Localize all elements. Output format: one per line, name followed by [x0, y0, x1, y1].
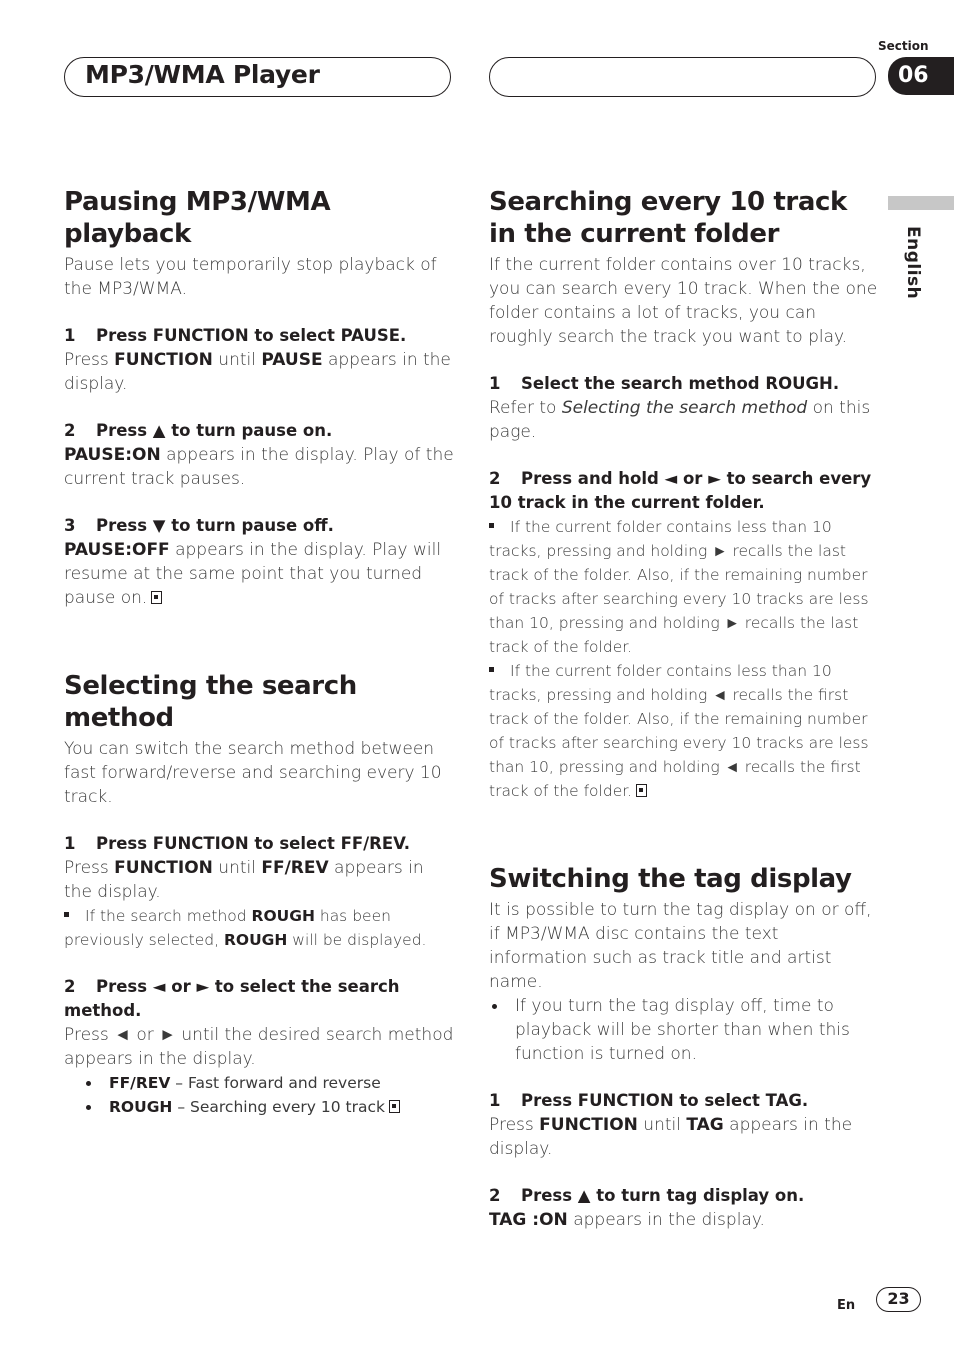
page-number: 23: [876, 1287, 921, 1312]
step-number: 2: [489, 469, 501, 488]
pausing-intro: Pause lets you temporarily stop playback of the MP3/WMA.: [64, 255, 437, 299]
searching-step-1: [489, 372, 879, 396]
bold-text: ROUGH: [223, 931, 288, 949]
searching-intro: If the current folder contains over 10 tracks, you can search every 10 track. When the one folder contains a lot of tracks, you can roughly search the track you want to play.: [489, 255, 878, 347]
step-title: Press ◄ or ► to select the search method.: [64, 977, 400, 1020]
language-tab: [888, 196, 954, 210]
text: Press: [64, 350, 115, 370]
searching-note-1: [489, 515, 879, 659]
tag-bullets: [489, 994, 879, 1066]
bold-text: FF/REV: [109, 1074, 171, 1092]
step-title: Press FUNCTION to select PAUSE.: [96, 326, 407, 345]
list-item: [64, 1071, 454, 1095]
selecting-note: [64, 904, 454, 952]
searching-step-2: [489, 467, 879, 515]
search-method-options: [64, 1071, 454, 1119]
text: appears in the display.: [64, 858, 424, 902]
text: will be displayed.: [287, 931, 427, 949]
footer-language: En: [837, 1298, 856, 1313]
heading-searching: Searching every 10 track in the current folder: [489, 187, 847, 249]
list-item: If you turn the tag display off, time to playback will be shorter than when this function is turned on.: [489, 994, 879, 1066]
selecting-step-1: [64, 832, 454, 856]
text: Press: [64, 858, 115, 878]
text: If the current folder contains less than 10 tracks, pressing and holding ◄ recalls the first track of the folder. Also, if the remaining number of tracks after searching every 10 tracks are less than 10, pressing and holding ◄ recalls the first track of the folder.: [489, 662, 869, 800]
italic-text: Selecting the search method: [561, 398, 808, 418]
searching-step-1-body: [489, 396, 879, 444]
bold-text: ROUGH: [109, 1098, 173, 1116]
text: has been previously selected,: [64, 907, 391, 949]
bold-text: TAG: [686, 1115, 724, 1135]
selecting-intro: You can switch the search method between fast forward/reverse and searching every 10 track.: [64, 739, 442, 807]
selecting-step-2-body: Press ◄ or ► until the desired search method appears in the display.: [64, 1025, 454, 1069]
step-number: 2: [64, 977, 76, 996]
end-mark-icon: [636, 784, 647, 797]
text: If the current folder contains less than 10 tracks, pressing and holding ► recalls the last track of the folder. Also, if the remaining number of tracks after searching every 10 tracks are less than 10, pressing and holding ► recalls the last track of the folder.: [489, 518, 869, 656]
pausing-step-3-body: [64, 538, 454, 610]
text: until: [212, 350, 262, 370]
text: Press: [489, 1115, 540, 1135]
bold-text: PAUSE: [261, 350, 323, 370]
bold-text: PAUSE:OFF: [64, 540, 170, 560]
bold-text: TAG :ON: [489, 1210, 568, 1230]
searching-note-2: [489, 659, 879, 803]
pausing-step-2: [64, 419, 454, 443]
text: appears in the display. Play will resume at the same point that you turned pause on.: [64, 540, 442, 608]
step-number: 2: [64, 421, 76, 440]
step-number: 3: [64, 516, 76, 535]
note-square-icon: [489, 523, 494, 528]
text: on this page.: [489, 398, 871, 442]
text: appears in the display.: [567, 1210, 765, 1230]
note-square-icon: [489, 667, 494, 672]
step-number: 1: [64, 326, 76, 345]
text: – Fast forward and reverse: [170, 1074, 381, 1092]
bold-text: FUNCTION: [114, 858, 213, 878]
heading-selecting: Selecting the search method: [64, 671, 357, 733]
selecting-step-2: [64, 975, 454, 1023]
end-mark-icon: [389, 1100, 400, 1113]
tag-step-1-body: [489, 1113, 879, 1161]
section-label: Section: [878, 39, 929, 53]
pausing-step-1: [64, 324, 454, 348]
left-column: [64, 186, 454, 1119]
pausing-step-2-body: [64, 443, 454, 491]
step-number: 1: [64, 834, 76, 853]
right-column: [489, 186, 879, 1232]
step-title: Press FUNCTION to select TAG.: [521, 1091, 809, 1110]
text: until: [637, 1115, 687, 1135]
pausing-step-1-body: [64, 348, 454, 396]
text: If the search method: [85, 907, 252, 925]
text: appears in the display.: [64, 350, 451, 394]
note-square-icon: [64, 912, 69, 917]
text: Refer to: [489, 398, 562, 418]
step-number: 1: [489, 1091, 501, 1110]
chapter-title: MP3/WMA Player: [85, 60, 320, 89]
step-title: Press ▼ to turn pause off.: [96, 516, 334, 535]
end-mark-icon: [151, 591, 162, 604]
bold-text: FF/REV: [261, 858, 329, 878]
bold-text: FUNCTION: [114, 350, 213, 370]
text: until: [212, 858, 262, 878]
selecting-step-1-body: [64, 856, 454, 904]
bold-text: PAUSE:ON: [64, 445, 161, 465]
tag-intro: It is possible to turn the tag display on or off, if MP3/WMA disc contains the text information such as track title and artist name.: [489, 900, 872, 992]
bold-text: FUNCTION: [539, 1115, 638, 1135]
heading-pausing: Pausing MP3/WMA playback: [64, 187, 331, 249]
pausing-step-3: [64, 514, 454, 538]
text: appears in the display. Play of the current track pauses.: [64, 445, 454, 489]
list-item: [64, 1095, 454, 1119]
tag-step-2-body: [489, 1208, 879, 1232]
text: appears in the display.: [489, 1115, 853, 1159]
tag-step-1: [489, 1089, 879, 1113]
heading-tag: Switching the tag display: [489, 864, 852, 894]
step-title: Select the search method ROUGH.: [521, 374, 840, 393]
language-label: English: [903, 226, 923, 300]
step-title: Press ▲ to turn tag display on.: [521, 1186, 805, 1205]
header-empty-frame: [489, 57, 876, 97]
step-title: Press FUNCTION to select FF/REV.: [96, 834, 411, 853]
tag-step-2: [489, 1184, 879, 1208]
bold-text: ROUGH: [251, 907, 315, 925]
step-number: 2: [489, 1186, 501, 1205]
step-title: Press ▲ to turn pause on.: [96, 421, 333, 440]
step-number: 1: [489, 374, 501, 393]
text: – Searching every 10 track: [172, 1098, 385, 1116]
section-number: 06: [888, 57, 954, 95]
step-title: Press and hold ◄ or ► to search every 10 track in the current folder.: [489, 469, 872, 512]
